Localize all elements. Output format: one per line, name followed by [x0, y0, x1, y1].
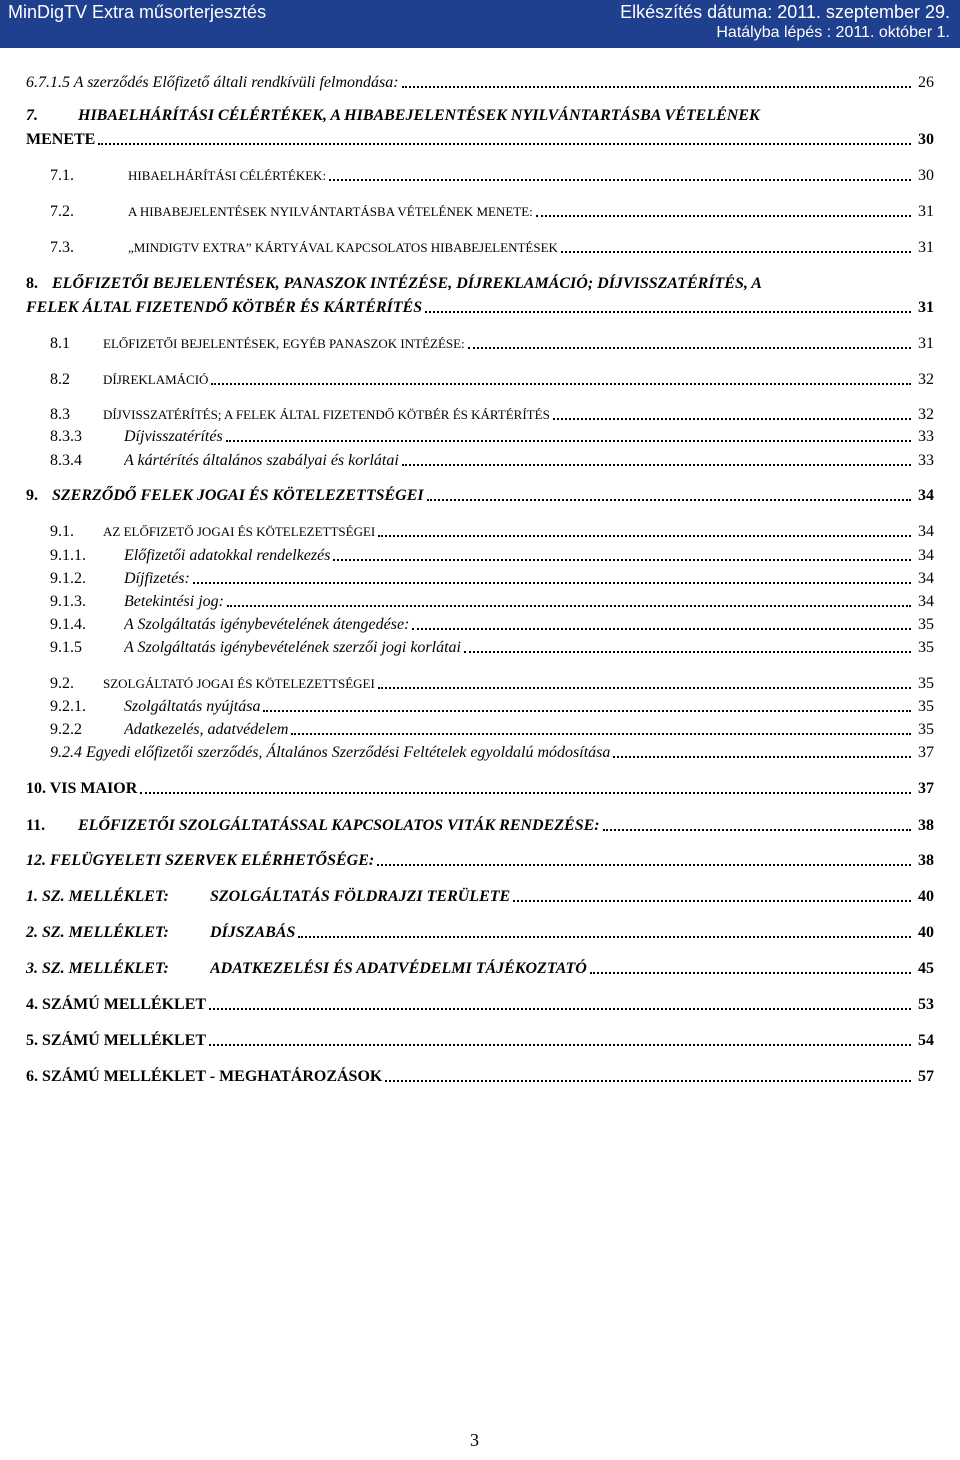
toc-page: 37	[918, 744, 934, 761]
toc-title: Betekintési jog:	[124, 593, 224, 610]
leader-dots	[226, 440, 911, 442]
toc-page: 38	[918, 817, 934, 834]
toc-page: 34	[918, 487, 934, 504]
leader-dots	[412, 628, 911, 630]
leader-dots	[378, 687, 911, 689]
toc-entry[interactable]	[0, 297, 960, 319]
toc-entry[interactable]	[0, 333, 960, 355]
toc-page: 45	[918, 960, 934, 977]
toc-number: 7.3.	[50, 239, 74, 256]
leader-dots	[402, 464, 911, 466]
page-number: 3	[470, 1430, 479, 1450]
toc-title: ELŐFIZETŐI SZOLGÁLTATÁSSAL KAPCSOLATOS VITÁK RENDEZÉSE:	[78, 817, 600, 834]
toc-title: AZ ELŐFIZETŐ JOGAI ÉS KÖTELEZETTSÉGEI	[103, 524, 376, 539]
toc-page: 30	[918, 167, 934, 184]
toc-page: 34	[918, 593, 934, 610]
leader-dots	[378, 535, 911, 537]
leader-dots	[227, 605, 911, 607]
toc-entry[interactable]	[0, 778, 960, 800]
toc-title[interactable]: HIBAELHÁRÍTÁSI CÉLÉRTÉKEK, A HIBABEJELENTÉSEK NYILVÁNTARTÁSBA VÉTELÉNEK	[78, 107, 760, 124]
leader-dots	[98, 143, 911, 145]
toc-entry[interactable]	[0, 994, 960, 1016]
toc-title: A Szolgáltatás igénybevételének átengedése:	[124, 616, 410, 633]
toc-title: Díjfizetés:	[124, 570, 190, 587]
toc-entry[interactable]	[0, 165, 960, 187]
toc-number: 7.1.	[50, 167, 74, 184]
toc-number: 9.1.4.	[50, 616, 86, 633]
toc-title: HIBAELHÁRÍTÁSI CÉLÉRTÉKEK:	[128, 168, 327, 183]
leader-dots	[298, 936, 911, 938]
toc-title[interactable]: ELŐFIZETŐI BEJELENTÉSEK, PANASZOK INTÉZÉSE, DÍJREKLAMÁCIÓ; DÍJVISSZATÉRÍTÉS, A	[52, 275, 762, 292]
toc-page: 31	[918, 299, 934, 316]
toc-number: 8.2	[50, 371, 70, 388]
toc-page: 37	[918, 780, 934, 797]
leader-dots	[333, 559, 911, 561]
leader-dots	[209, 1008, 911, 1010]
toc-title: A Szolgáltatás igénybevételének szerzői jogi korlátai	[124, 639, 461, 656]
toc-entry[interactable]	[0, 1030, 960, 1052]
toc-number: 3. SZ. MELLÉKLET:	[26, 960, 169, 977]
toc-entry[interactable]	[0, 958, 960, 980]
toc-page: 31	[918, 335, 934, 352]
toc-page: 35	[918, 639, 934, 656]
toc-page: 57	[918, 1068, 934, 1085]
toc-entry[interactable]	[0, 129, 960, 151]
toc-page: 35	[918, 675, 934, 692]
header-date: Elkészítés dátuma: 2011. szeptember 29.	[620, 2, 950, 22]
toc-entry[interactable]	[0, 673, 960, 695]
toc-number: 9.1.3.	[50, 593, 86, 610]
leader-dots	[291, 733, 911, 735]
toc-entry[interactable]	[0, 886, 960, 908]
toc-entry[interactable]	[0, 696, 960, 718]
toc-page: 40	[918, 888, 934, 905]
toc-entry[interactable]	[0, 719, 960, 741]
toc-page: 26	[918, 74, 934, 91]
toc-entry[interactable]	[0, 568, 960, 590]
toc-title: ADATKEZELÉSI ÉS ADATVÉDELMI TÁJÉKOZTATÓ	[210, 960, 587, 977]
toc-page: 34	[918, 547, 934, 564]
toc-number: 8.3.3	[50, 428, 82, 445]
leader-dots	[603, 829, 911, 831]
toc-page: 54	[918, 1032, 934, 1049]
toc-page: 35	[918, 721, 934, 738]
leader-dots	[402, 86, 911, 88]
toc-entry[interactable]	[0, 404, 960, 426]
toc-title: A szerződés Előfizető általi rendkívüli felmondása:	[73, 74, 399, 91]
toc-entry[interactable]	[0, 521, 960, 543]
toc-entry[interactable]	[0, 637, 960, 659]
leader-dots	[427, 499, 911, 501]
toc-page: 32	[918, 406, 934, 423]
toc-title: FELEK ÁLTAL FIZETENDŐ KÖTBÉR ÉS KÁRTÉRÍTÉS	[26, 299, 423, 316]
toc-number: 9.1.	[50, 523, 74, 540]
toc-entry[interactable]	[0, 237, 960, 259]
toc-title: Előfizetői adatokkal rendelkezés	[124, 547, 331, 564]
toc-number: 8.3	[50, 406, 70, 423]
toc-title: DÍJVISSZATÉRÍTÉS; A FELEK ÁLTAL FIZETENDŐ KÖTBÉR ÉS KÁRTÉRÍTÉS	[103, 407, 550, 422]
toc-title: Adatkezelés, adatvédelem	[124, 721, 289, 738]
toc-title: Szolgáltatás nyújtása	[124, 698, 261, 715]
toc-number: 1. SZ. MELLÉKLET:	[26, 888, 169, 905]
toc-page: 34	[918, 523, 934, 540]
toc-page: 34	[918, 570, 934, 587]
toc-number: 11.	[26, 817, 46, 834]
toc-title: ELŐFIZETŐI BEJELENTÉSEK, EGYÉB PANASZOK INTÉZÉSE:	[103, 336, 465, 351]
toc-number: 8.	[26, 275, 38, 292]
leader-dots	[425, 311, 911, 313]
leader-dots	[140, 792, 911, 794]
toc-title: 10. VIS MAIOR	[26, 780, 138, 797]
leader-dots	[385, 1080, 911, 1082]
toc-title: 6. SZÁMÚ MELLÉKLET - MEGHATÁROZÁSOK	[26, 1068, 383, 1085]
leader-dots	[211, 383, 911, 385]
toc-number: 8.3.4	[50, 452, 82, 469]
header-effective-date: Hatályba lépés : 2011. október 1.	[716, 24, 950, 41]
toc-entry[interactable]	[0, 485, 960, 507]
toc-entry[interactable]	[0, 426, 960, 448]
toc-entry[interactable]	[0, 545, 960, 567]
leader-dots	[263, 710, 911, 712]
toc-entry[interactable]	[0, 450, 960, 472]
toc-number: 9.1.2.	[50, 570, 86, 587]
toc-title: 9.2.4 Egyedi előfizetői szerződés, Általános Szerződési Feltételek egyoldalú módosítása	[50, 744, 611, 761]
toc-page: 31	[918, 239, 934, 256]
toc-page: 31	[918, 203, 934, 220]
toc-number: 9.1.1.	[50, 547, 86, 564]
toc-entry[interactable]	[0, 369, 960, 391]
toc-page: 53	[918, 996, 934, 1013]
toc-title: A kártérítés általános szabályai és korlátai	[124, 452, 399, 469]
toc-number: 9.2.1.	[50, 698, 86, 715]
toc-title: Díjvisszatérítés	[124, 428, 223, 445]
toc-title: „MINDIGTV EXTRA” KÁRTYÁVAL KAPCSOLATOS HIBABEJELENTÉSEK	[128, 240, 558, 255]
toc-entry[interactable]	[0, 850, 960, 872]
toc-title: DÍJREKLAMÁCIÓ	[103, 372, 209, 387]
toc-number: 9.1.5	[50, 639, 82, 656]
toc-title: 5. SZÁMÚ MELLÉKLET	[26, 1032, 207, 1049]
toc-page: 35	[918, 616, 934, 633]
toc-entry[interactable]	[0, 815, 960, 837]
toc-page: 40	[918, 924, 934, 941]
toc-title: SZERZŐDŐ FELEK JOGAI ÉS KÖTELEZETTSÉGEI	[52, 487, 424, 504]
toc-page: 35	[918, 698, 934, 715]
toc-number: 9.2.	[50, 675, 74, 692]
toc-number: 8.1	[50, 335, 70, 352]
toc-number: 2. SZ. MELLÉKLET:	[26, 924, 169, 941]
toc-entry[interactable]	[0, 1066, 960, 1088]
leader-dots	[209, 1044, 911, 1046]
toc-entry[interactable]	[0, 614, 960, 636]
leader-dots	[464, 651, 911, 653]
leader-dots	[590, 972, 911, 974]
toc-page: 38	[918, 852, 934, 869]
leader-dots	[329, 179, 911, 181]
toc-title: SZOLGÁLTATÁS FÖLDRAJZI TERÜLETE	[210, 888, 511, 905]
leader-dots	[377, 864, 911, 866]
toc-title: MENETE	[26, 131, 96, 148]
leader-dots	[193, 582, 911, 584]
toc-title: DÍJSZABÁS	[210, 924, 296, 941]
header-title: MinDigTV Extra műsorterjesztés	[8, 2, 267, 22]
toc-page: 33	[918, 452, 934, 469]
toc-number: 6.7.1.5	[26, 74, 70, 91]
toc-number: 7.	[26, 107, 38, 124]
toc-title: SZOLGÁLTATÓ JOGAI ÉS KÖTELEZETTSÉGEI	[103, 676, 375, 691]
toc-page: 30	[918, 131, 934, 148]
leader-dots	[561, 251, 911, 253]
toc-entry[interactable]	[0, 922, 960, 944]
toc-title: 12. FELÜGYELETI SZERVEK ELÉRHETŐSÉGE:	[26, 852, 375, 869]
leader-dots	[613, 756, 911, 758]
leader-dots	[468, 347, 911, 349]
leader-dots	[536, 215, 911, 217]
toc-entry[interactable]	[0, 591, 960, 613]
toc-page: 33	[918, 428, 934, 445]
toc-entry[interactable]	[0, 201, 960, 223]
toc-number: 9.	[26, 487, 38, 504]
toc-page: 32	[918, 371, 934, 388]
toc-title: 4. SZÁMÚ MELLÉKLET	[26, 996, 207, 1013]
toc-title: A HIBABEJELENTÉSEK NYILVÁNTARTÁSBA VÉTELÉNEK MENETE:	[128, 204, 533, 219]
toc-entry[interactable]	[0, 742, 960, 764]
toc-number: 9.2.2	[50, 721, 82, 738]
leader-dots	[553, 418, 911, 420]
leader-dots	[513, 900, 911, 902]
toc-entry[interactable]	[0, 72, 960, 94]
toc-number: 7.2.	[50, 203, 74, 220]
